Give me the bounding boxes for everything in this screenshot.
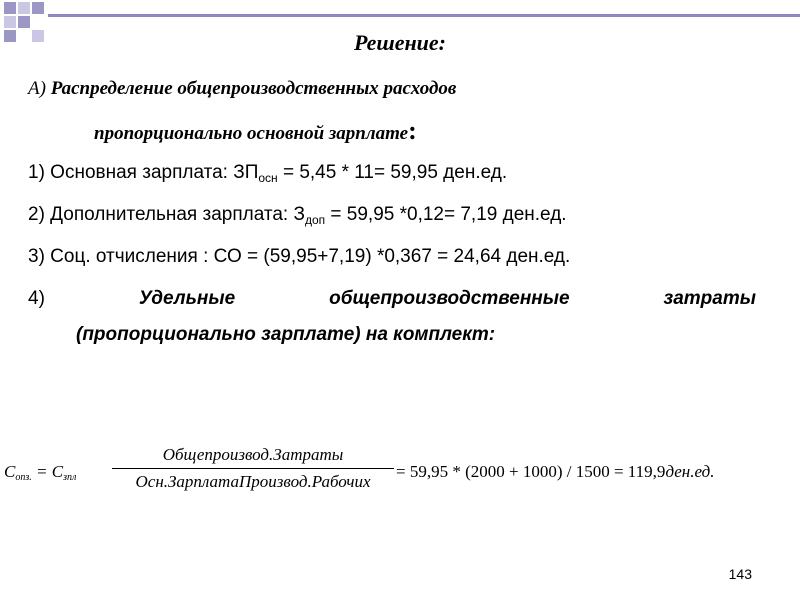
item2-sub: доп	[304, 213, 326, 227]
slide-title: Решение:	[353, 30, 447, 55]
item4-word2: общепроизводственные	[329, 288, 570, 309]
section-a-heading	[28, 78, 456, 100]
deco-square	[4, 2, 16, 14]
item4-row1	[28, 288, 756, 310]
formula-denominator: Осн.ЗарплатаПроизвод.Рабочих	[135, 472, 371, 491]
section-a-line2: пропорционально основной зарплате	[94, 123, 409, 144]
formula-c1: C	[4, 462, 16, 481]
formula-fraction	[112, 444, 394, 493]
item4-word1: Удельные	[138, 288, 236, 309]
formula-sub1: опз.	[15, 472, 32, 483]
section-a-heading-cont	[94, 116, 417, 146]
item1-after: = 5,45 * 11= 59,95 ден.ед.	[277, 162, 508, 183]
formula-fraction-bar	[112, 468, 394, 469]
formula-numerator: Общепроизвод.Затраты	[162, 445, 344, 464]
formula-eq: = C	[31, 462, 64, 481]
deco-square	[32, 2, 44, 14]
formula-rhs	[396, 462, 714, 482]
formula-rhs-unit: ден.ед.	[665, 462, 715, 481]
section-a-prefix: А)	[28, 78, 46, 99]
calc-line-base-salary	[28, 162, 507, 185]
deco-square	[18, 2, 30, 14]
calc-line-overhead	[28, 288, 756, 346]
deco-square	[18, 16, 30, 28]
page-number: 143	[728, 566, 752, 582]
formula-sub2: зпл	[63, 472, 77, 483]
item1-before: 1) Основная зарплата: ЗП	[28, 162, 259, 183]
formula-rhs-calc: = 59,95 * (2000 + 1000) / 1500 = 119,9	[396, 462, 666, 481]
deco-square	[4, 16, 16, 28]
formula-lhs	[4, 462, 76, 483]
item2-before: 2) Дополнительная зарплата: З	[28, 204, 305, 225]
section-a-colon: :	[408, 116, 417, 145]
section-a-line1: Распределение общепроизводственных расходов	[45, 78, 457, 99]
item1-sub: осн	[258, 171, 278, 185]
header-rule	[48, 14, 800, 17]
item4-num: 4)	[28, 288, 45, 309]
item2-after: = 59,95 *0,12= 7,19 ден.ед.	[325, 204, 567, 225]
calc-line-extra-salary	[28, 204, 567, 227]
overhead-formula	[4, 444, 794, 504]
calc-line-social: 3) Соц. отчисления : СО = (59,95+7,19) *0,367 = 24,64 ден.ед.	[28, 246, 571, 267]
item4-row2: (пропорционально зарплате) на комплект:	[76, 324, 496, 345]
item4-word3: затраты	[663, 288, 756, 309]
